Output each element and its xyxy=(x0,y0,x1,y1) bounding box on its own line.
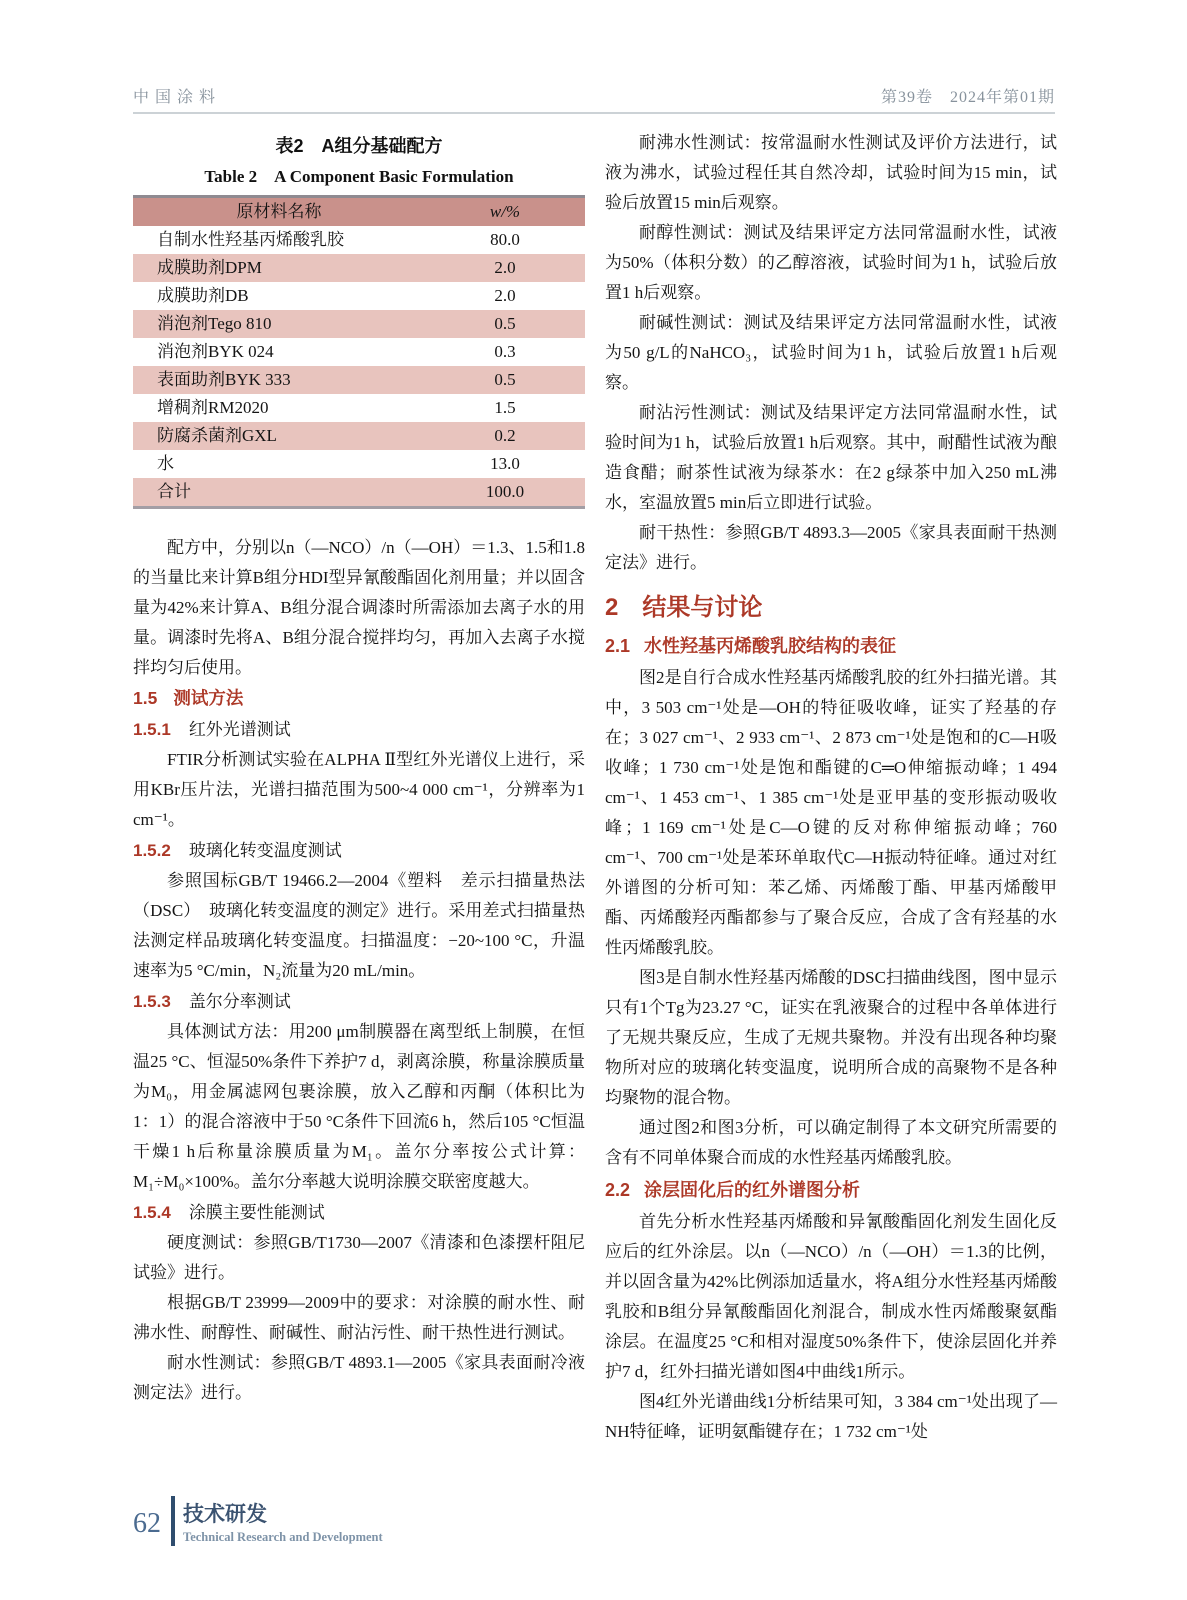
ingredient-name: 消泡剂Tego 810 xyxy=(157,314,272,333)
heading-1-5-4 xyxy=(133,1197,585,1228)
heading-number: 1.5.3 xyxy=(133,992,171,1011)
heading-title: 玻璃化转变温度测试 xyxy=(188,841,342,860)
table-row xyxy=(133,226,585,254)
paragraph-gel-fraction: 具体测试方法：用200 μm制膜器在离型纸上制膜，在恒温25 °C、恒湿50%条件下养护7 d，剥离涂膜，称量涂膜质量为M₀，用金属滤网包裹涂膜，放入乙醇和丙酮（体积比为1：1）的混合溶液中于50 °C条件下回流6 h，然后105 °C恒温干燥1 h后称量涂膜质量为M₁。盖尔分率按公式计算：M₁÷M₀×100%。盖尔分率越大说明涂膜交联密度越大。 xyxy=(133,1022,585,1191)
column-header-value: w/% xyxy=(489,202,521,221)
heading-1-5-3 xyxy=(133,986,585,1017)
paragraph-curve1: 图4红外光谱曲线1分析结果可知，3 384 cm⁻¹处出现了—NH特征峰，证明氨酯键存在；1 732 cm⁻¹处 xyxy=(605,1392,1057,1441)
heading-number: 1.5 xyxy=(133,688,158,708)
table-row xyxy=(133,422,585,450)
ingredient-value: 0.5 xyxy=(494,370,516,389)
page-number: 62 xyxy=(133,1508,161,1539)
heading-title: 盖尔分率测试 xyxy=(188,992,291,1011)
table-row xyxy=(133,254,585,282)
table-row xyxy=(133,450,585,478)
ingredient-value: 0.2 xyxy=(494,426,516,445)
ingredient-name: 表面助剂BYK 333 xyxy=(157,370,291,389)
ingredient-value: 2.0 xyxy=(494,258,516,277)
table-row xyxy=(133,310,585,338)
table-row xyxy=(133,394,585,422)
ingredient-name: 水 xyxy=(157,454,174,473)
issue-info: 第39卷 2024年第01期 xyxy=(880,89,1055,106)
heading-number: 1.5.4 xyxy=(133,1203,171,1222)
ingredient-value: 1.5 xyxy=(494,398,516,417)
heading-title: 结果与讨论 xyxy=(642,594,763,621)
paragraph-alkali: 耐碱性测试：测试及结果评定方法同常温耐水性，试液为50 g/L的NaHCO₃，试验时间为1 h，试验后放置1 h后观察。 xyxy=(605,313,1057,392)
paragraph-boiling-water: 耐沸水性测试：按常温耐水性测试及评价方法进行，试液为沸水，试验过程任其自然冷却，试验时间为15 min，试验后放置15 min后观察。 xyxy=(605,133,1057,212)
heading-2-results xyxy=(605,592,1057,624)
paragraph-dsc-result: 图3是自制水性羟基丙烯酸的DSC扫描曲线图，图中显示只有1个Tg为23.27 °C，证实在乳液聚合的过程中各单体进行了无规共聚反应，生成了无规共聚物。并没有出现各种均聚物所对应的玻璃化转变温度，说明所合成的高聚物不是各种均聚物的混合物。 xyxy=(605,968,1057,1107)
paragraph-alcohol: 耐醇性测试：测试及结果评定方法同常温耐水性，试液为50%（体积分数）的乙醇溶液，试验时间为1 h，试验后放置1 h后观察。 xyxy=(605,223,1057,302)
two-column-layout xyxy=(133,128,1058,1447)
heading-title: 测试方法 xyxy=(173,688,244,708)
heading-number: 1.5.2 xyxy=(133,841,171,860)
formulation-table xyxy=(133,195,585,509)
heading-number: 2.1 xyxy=(605,636,631,656)
table-header-row xyxy=(133,198,585,226)
ingredient-name: 增稠剂RM2020 xyxy=(157,398,269,417)
table-row xyxy=(133,478,585,506)
paragraph-stain: 耐沾污性测试：测试及结果评定方法同常温耐水性，试验时间为1 h，试验后放置1 h后观察。其中，耐醋性试液为酿造食醋；耐茶性试液为绿茶水：在2 g绿茶中加入250 mL沸水，室温放置5 min后立即进行试验。 xyxy=(605,403,1057,512)
ingredient-name: 防腐杀菌剂GXL xyxy=(157,426,277,445)
ingredient-value: 100.0 xyxy=(485,482,525,501)
paragraph-formulation: 配方中，分别以n（—NCO）/n（—OH）＝1.3、1.5和1.8的当量比来计算B组分HDI型异氰酸酯固化剂用量；并以固含量为42%来计算A、B组分混合调漆时所需添加去离子水的用量。调漆时先将A、B组分混合搅拌均匀，再加入去离子水搅拌均匀后使用。 xyxy=(133,538,585,677)
table-row xyxy=(133,338,585,366)
heading-1-5-2 xyxy=(133,835,585,866)
ingredient-value: 80.0 xyxy=(490,230,520,249)
ingredient-name: 合计 xyxy=(157,482,191,501)
table-caption-cn: 表2 A组分基础配方 xyxy=(275,136,443,156)
table-body xyxy=(133,226,585,506)
table-row xyxy=(133,282,585,310)
paragraph-water-resistance: 耐水性测试：参照GB/T 4893.1—2005《家具表面耐冷液测定法》进行。 xyxy=(133,1353,585,1402)
footer-divider-bar xyxy=(171,1496,175,1546)
heading-number: 2.2 xyxy=(605,1180,631,1200)
paragraph-gbt23999: 根据GB/T 23999—2009中的要求：对涂膜的耐水性、耐沸水性、耐醇性、耐碱性、耐沾污性、耐干热性进行测试。 xyxy=(133,1293,585,1342)
ingredient-name: 消泡剂BYK 024 xyxy=(157,342,274,361)
table-row xyxy=(133,366,585,394)
heading-1-5 xyxy=(133,683,585,714)
heading-title: 水性羟基丙烯酸乳胶结构的表征 xyxy=(644,636,897,656)
footer-section xyxy=(183,1502,383,1546)
paragraph-conclusion: 通过图2和图3分析，可以确定制得了本文研究所需要的含有不同单体聚合而成的水性羟基丙烯酸乳胶。 xyxy=(605,1118,1057,1167)
ingredient-value: 2.0 xyxy=(494,286,516,305)
paragraph-ftir: FTIR分析测试实验在ALPHA Ⅱ型红外光谱仪上进行，采用KBr压片法，光谱扫描范围为500~4 000 cm⁻¹，分辨率为1 cm⁻¹。 xyxy=(133,750,585,829)
ingredient-name: 自制水性羟基丙烯酸乳胶 xyxy=(157,230,344,249)
paragraph-dsc-method: 参照国标GB/T 19466.2—2004《塑料 差示扫描量热法（DSC） 玻璃化转变温度的测定》进行。采用差式扫描量热法测定样品玻璃化转变温度。扫描温度：−20~100 °C，升温速率为5 °C/min，N₂流量为20 mL/min。 xyxy=(133,871,585,980)
ingredient-value: 0.3 xyxy=(494,342,516,361)
right-column xyxy=(605,128,1057,1447)
table-caption-en: Table 2 A Component Basic Formulation xyxy=(204,167,514,186)
footer-section-title: 技术研发 xyxy=(183,1503,267,1526)
footer-section-subtitle: Technical Research and Development xyxy=(183,1530,383,1544)
page-header xyxy=(133,84,1055,107)
ingredient-value: 0.5 xyxy=(494,314,516,333)
heading-title: 红外光谱测试 xyxy=(188,720,291,739)
header-rule xyxy=(133,112,1055,114)
ingredient-name: 成膜助剂DPM xyxy=(157,258,262,277)
heading-2-1 xyxy=(605,630,1057,662)
page-footer xyxy=(133,1496,383,1546)
heading-2-2 xyxy=(605,1174,1057,1206)
heading-number: 1.5.1 xyxy=(133,720,171,739)
ingredient-value: 13.0 xyxy=(490,454,520,473)
paragraph-ir-analysis: 图2是自行合成水性羟基丙烯酸乳胶的红外扫描光谱。其中，3 503 cm⁻¹处是—OH的特征吸收峰，证实了羟基的存在；3 027 cm⁻¹、2 933 cm⁻¹、2 873 cm⁻¹处是饱和的C—H吸收峰；1 730 cm⁻¹处是饱和酯键的C═O伸缩振动峰；1 494 cm⁻¹、1 453 cm⁻¹、1 385 cm⁻¹处是亚甲基的变形振动吸收峰；1 169 cm⁻¹处是C—O键的反对称伸缩振动峰；760 cm⁻¹、700 cm⁻¹处是苯环单取代C—H振动特征峰。通过对红外谱图的分析可知：苯乙烯、丙烯酸丁酯、甲基丙烯酸甲酯、丙烯酸羟丙酯都参与了聚合反应，合成了含有羟基的水性丙烯酸乳胶。 xyxy=(605,668,1057,957)
heading-1-5-1 xyxy=(133,714,585,745)
column-header-name: 原材料名称 xyxy=(236,202,322,221)
paragraph-cured-coating: 首先分析水性羟基丙烯酸和异氰酸酯固化剂发生固化反应后的红外涂层。以n（—NCO）/n（—OH）＝1.3的比例，并以固含量为42%比例添加适量水，将A组分水性羟基丙烯酸乳胶和B组分异氰酸酯固化剂混合，制成水性丙烯酸聚氨酯涂层。在温度25 °C和相对湿度50%条件下，使涂层固化并养护7 d，红外扫描光谱如图4中曲线1所示。 xyxy=(605,1212,1057,1381)
heading-title: 涂层固化后的红外谱图分析 xyxy=(644,1180,861,1200)
paragraph-dry-heat: 耐干热性：参照GB/T 4893.3—2005《家具表面耐干热测定法》进行。 xyxy=(605,523,1057,572)
heading-number: 2 xyxy=(605,594,619,621)
ingredient-name: 成膜助剂DB xyxy=(157,286,249,305)
heading-title: 涂膜主要性能测试 xyxy=(188,1203,325,1222)
journal-title: 中国涂料 xyxy=(133,89,222,106)
paragraph-hardness: 硬度测试：参照GB/T1730—2007《清漆和色漆摆杆阻尼试验》进行。 xyxy=(133,1233,585,1282)
left-column xyxy=(133,128,585,1447)
